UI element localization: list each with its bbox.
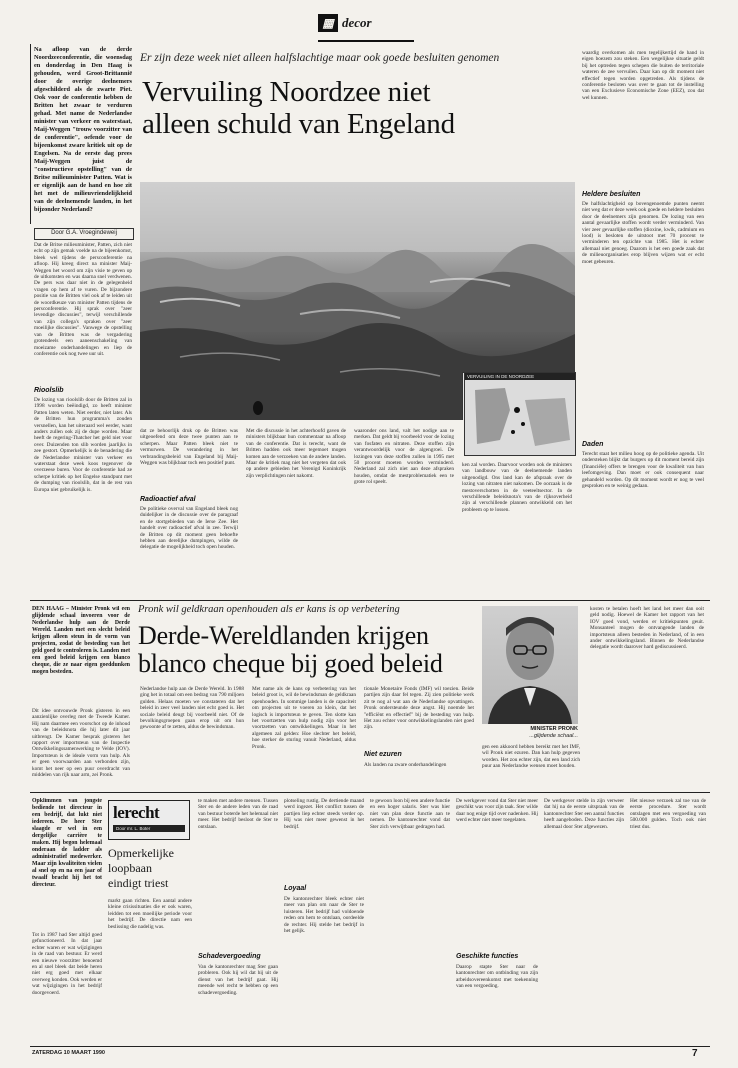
article-3-col2: markt gaan richten. Een aantal andere kleine crisissituaties die er ook waren, leidden tot een moeilijke periode voor het bedrijf. De directie nam een beslissing die nadelig was.	[108, 898, 192, 930]
article-3-col4b: De kantonrechter bleek echter niet meer van plan om naar de Ster te luisteren. Het bedrijf had voldoende reden om hem te ontslaan, oordeelde de rechter. Hij stelde het bedrijf in het gelijk.	[284, 896, 364, 935]
column-byline: Door mr. L. Boter	[113, 825, 185, 832]
article-2-intro: DEN HAAG – Minister Pronk wil een glijdende schaal invoeren voor de Nederlandse hulp aan de Derde Wereld. Landen met een slecht beleid krijgen alleen steun in de vorm van projecten, zodat de besteding van het geld goed te controleren is. Landen met een goed beleid krijgen een blanco cheque, die ze naar eigen goeddunken mogen besteden.	[32, 606, 130, 675]
headline-line-1: Opmerkelijke	[108, 846, 174, 860]
logo-mark-icon: ▦	[318, 14, 338, 32]
article-3-col6: De werkgever vond dat Ster niet meer geschikt was voor zijn taak. Ster wilde daar nog enige tijd over nadenken. Hij werd echter niet meer toegelaten.	[456, 798, 538, 824]
article-3-col3b: Van de kantonrechter mag Ster gaan probleren. Ook hij wil dat hij uit de dienst van het bedrijf gaat. Hij meende wel recht te hebben op een schadevergoeding.	[198, 964, 278, 996]
article-2-sub-ezuren: Niet ezuren	[364, 751, 402, 758]
article-1-col4: waaronder ons land, valt het nodige aan te merken. Dat geldt bij voorbeeld voor de lozing van fosfaten en nitraten. Deze stoffen zijn verantwoordelijk voor de algengroei. De lozingen van deze stoffen zullen in 1995 met 50 procent moeten worden verminderd. Nederland zal zich niet aan deze afspraken houden, omdat de mestproblematiek een te grote rol speelt.	[354, 428, 454, 486]
article-3-col6b: Daarop stapte Ster naar de kantonrechter om ontbinding van zijn arbeidsovereenkomst met toekenning van een vergoeding.	[456, 964, 538, 990]
article-1-col3: Met die discussie in het achterhoofd gaven de ministers blijkbaar hun commentaar na afloop van de conferentie. Dat is terecht, want de Britten hadden ook meer tegemoet mogen komen aan de verzoeken van de andere landen. Maar de kritiek mag niet het vergeten dat ook op andere gebieden het Verenigd Koninkrijk zijn verplichtingen niet nakomt.	[246, 428, 346, 479]
article-1-col5: ken zal worden. Daarvoor worden ook de ministers van landbouw van de deelnemende landen uitgenodigd. Ons land kan de afspraak over de lozing van nitraten niet nakomen. De oorzaak is de mestoverschotten in de veeteeltsector. In de verschillende beleidsnota's van de rijksoverheid zijn al verschillende plannen ontwikkeld om het probleem op te lossen.	[462, 462, 572, 513]
column-logo-box	[108, 800, 190, 840]
article-1-sub-heldere: Heldere besluiten	[582, 191, 641, 198]
article-1-col1: Dat de Britse milieuminister, Patten, zich niet echt op zijn gemak voelde na de bijeenkomst, bleek wel tijdens de persconferentie na afloop. Hij kreeg direct na minister Maij-Weggen het woord om zijn visie te geven op de uitkomsten en was daarna snel verdwenen. De pers was daar niet in de gelegenheid vragen op hem af te vuren. De bijzondere positie van de Britten viel ook af te leiden uit de woordkeuze van minister Patten tijdens de persconferentie. Hij sprak over "zeer levendige discussies", terwijl verschillende van zijn collega's spraken over "zeer moeilijke discussies". Vanwege de opstelling van de Britten was de vergadering grotendeels een aaneenschakeling van moeizame onderhandelingen en liep de conferentie ook nog twee uur uit.	[34, 242, 132, 357]
headline-line-2: blanco cheque bij goed beleid	[138, 649, 443, 678]
logo-text: decor	[342, 15, 372, 30]
article-2-col2: Nederlandse hulp aan de Derde Wereld. In 1988 ging het in totaal om een bedrag van 790 miljoen gulden. Helaas moeten we constateren dat het beleid in zeer veel landen niet echt goed is. Het sociale beleid deugt bij voorbeeld niet. Of de bevolkingsgroepen gaan erop uit om hun gewoonte af te zetten, aldus de bewindsman.	[140, 686, 244, 731]
headline-line-3: eindigt triest	[108, 876, 169, 890]
article-1-col6b: De halfslachtigheid op bovengenoemde punten neemt niet weg dat er deze week ook goede en heldere besluiten door de deelnemers zijn genomen. De lozing van een aantal gevaarlijke stoffen wordt verder verminderd. Van vier zeer gevaarlijke stoffen (dioxine, kwik, cadmium en lood) is besloten de uitstoot met 70 procent te verminderen ten opzichte van 1985. Het is echter allemaal niet genoeg. Daarom is het een goede zaak dat de milieuorganisaties erop blijven wijzen wat er echt moet gebeuren.	[582, 201, 704, 265]
article-3-headline	[108, 846, 192, 891]
headline-line-2: alleen schuld van Engeland	[142, 108, 455, 140]
column-logo: lerecht	[113, 803, 160, 822]
article-3-col4: plotseling rustig. De dertiende maand werd ingezet. Het conflict tussen de partijen liep echter steeds verder op. Hij was niet meer gewenst in het bedrijf.	[284, 798, 364, 830]
footer-date: ZATERDAG 10 MAART 1990	[32, 1050, 105, 1056]
article-1-col2b: De politieke overval van Engeland bleek nog duidelijker in de discussie over de paragraaf en de stortgebieden van de Ierse Zee. Het handelt over radioactief afval in zee. Terwijl de Britten op dit moment geen behoefte hebben aan derelijke dumpingen, wilde de delegatie de mogelijkheid toch open houden.	[140, 506, 238, 551]
caption-quote: ...glijdende schaal...	[529, 733, 578, 739]
portrait-graphic	[482, 606, 578, 724]
article-2-col6: kosten te betalen hoeft het land het meer dan ooit geld nodig. Hoewel de Kamer het rapport van het IOV goed vond, werden er kritiekpunten geuit. Monsanteel mogen de ontvangende landen de importsteun alleen besteden in Nederland, of in een ander ontwikkelingsland. Binnen de Nederlandse delegatie wordt daarover hard gediscussieerd.	[590, 606, 704, 651]
article-1-headline	[142, 76, 582, 140]
north-sea-map-graphic	[465, 380, 575, 452]
article-2-kicker: Pronk wil geldkraan openhouden als er kans is op verbetering	[138, 604, 400, 615]
caption-name: MINISTER PRONK	[530, 726, 578, 732]
headline-line-1: Vervuiling Noordzee niet	[142, 76, 431, 108]
headline-line-1: Derde-Wereldlanden krijgen	[138, 621, 429, 650]
pronk-caption	[482, 726, 578, 740]
article-2-col4b: Als landen na zware onderhandelingen	[364, 762, 447, 768]
intro-left-rule	[30, 44, 31, 224]
article-1-col1b: De lozing van rioolslib door de Britten zal in 1998 worden beëindigd, zo heeft minister Patten laten weten. Niet eerder, niet later. Als de Britten hun programma's zouden versnellen, kan het uiteraard wel eerder, want anders zullen ook zij de dupe worden. Maar heeft de regering-Thatcher het geld niet voor over. Duizenden ton slib worden jaarlijks in zee gestort. Opmerkelijk is de benadering die de Nederlandse minister van verkeer en waterstaat deze week koos tegenover de overzeese buren. Voor de conferentie had ze scherpe kritiek op het Engelse standpunt met de dumping van rioolslib, dat in de rest van Europa niet gebruikelijk is.	[34, 397, 132, 493]
article-2-col4: tionale Monetaire Fonds (IMF) wil toezien. Beide partijen zijn daar fel tegen. Zij zien politieke werk zit te nog al wat aan de Nederlandse opvattingen. Pronk ondersteunde deze angst. Hij noemde het "efficiënt en effectief" bij de besteding van hulp. Het zou echter voor ontwikkelingslanden niet goed zijn.	[364, 686, 474, 731]
article-3-sub-schadevergoeding: Schadevergoeding	[198, 953, 261, 960]
section-divider-2	[30, 792, 710, 793]
article-1-sub-daden: Daden	[582, 441, 604, 448]
article-2-col1: Dit idee ontvouwde Pronk gisteren in een aanzienlijke overleg met de Tweede Kamer. Hij nam daarmee een voorschot op de inhoud van de beleidsnota die hij later dit jaar uitbrengt. De Kamer besprak gisteren het rapport over importsteun van de Inspectie Ontwikkelingssamenwerking te Velde (IOV). Importsteun is de ideale vorm van hulp. Als er geen voorwaarden aan verbonden zijn, komt het neer op een puur overdracht van middelen van rijk naar arm, zei Pronk.	[32, 708, 130, 779]
article-1-byline: Door G.A. Vroegindeweij	[34, 228, 134, 240]
article-3-sub-loyaal: Loyaal	[284, 885, 307, 892]
article-1-col6: waardig overkomen als men tegelijkertijd de hand in eigen boezem zou steken. Een wegelijkse situatie geldt bij het optreden tegen schepen die buiten de territoriale wateren de zee vervuilen. Daar kan op dit moment niet effectief tegen worden opgetreden. Als tijdens de conferentie besloten was over te gaan tot de instelling van een Exclusieve Economische Zone (EEZ), zou dat wel kunnen.	[582, 50, 704, 101]
article-3-col5: te gewoon loon bij een andere functie en een hoger salaris. Ster was hier niet van plan deze functie aan te nemen. De kantonrechter vond dat Ster zich verwijtbaar gedragen had.	[370, 798, 450, 830]
page-number: 7	[692, 1048, 698, 1059]
article-2	[0, 600, 738, 790]
article-3-col3: te maken met andere mensen. Tussen Ster en de andere leden van de raad van bestuur boterde het helemaal niet meer. Het bedrijf besloot de Ster te ontslaan.	[198, 798, 278, 830]
article-3-col8: Het nieuwe verzoek zal toe van de eerste procedure. Ster wordt ontslagen met een vergoeding van 500.000 gulden. Toch ook niet triest dus.	[630, 798, 706, 830]
article-2-col5: gen een akkoord hebben bereikt met het IMF, wil Pronk niet ezuren. Dan kan hulp gegeven worden. Het zou echter zijn, dat een land zich puur aan Nederlandse wensen moet houden.	[482, 744, 580, 770]
pronk-portrait	[482, 606, 578, 724]
article-3-sub-geschikte: Geschikte functies	[456, 953, 519, 960]
article-3-intro: Opklimmen van jongste bediende tot directeur in een bedrijf, dat lukt niet iedereen. De heer Ster slaagde er wel in een dergelijke carrière te maken. Hij begon helemaal onderaan de ladder als administratief medewerker. Maar zijn kwaliteiten vielen al snel op en na een jaar of twaalf bracht hij het tot directeur.	[32, 798, 102, 888]
article-3-col1: Tot in 1987 had Ster altijd goed gefunctioneerd. In dat jaar echter waren er wat wijzigingen in de raad van bestuur. Er werd een nieuwe voorzitter benoemd en al snel bleek dat beide heren niet erg goed met elkaar overweg konden. Ook werden er wat wijzigingen in het bedrijf doorgevoerd.	[32, 932, 102, 996]
article-2-col3: Met name als de kans op verbetering van het beleid groot is, wil de bewindsman de geldkraan openhouden. In sommige landen is de capaciteit om projecten uit te voeren zo klein, dat het logisch is importsteun te geven. Ten slotte kan het voortzetten van hulp nodig zijn voor het voortzetten van ontwikkelingen. Maar in het algemeen zal gelden: Hoe slechter het beleid, hoe sterker de sturing vanuit Nederland, aldus Pronk.	[252, 686, 356, 750]
inset-map-caption: VERVUILING IN DE NOORDZEE	[465, 373, 575, 380]
article-3-col7: De werkgever stelde in zijn verweer dat hij na de eerste uitspraak van de kantonrechter Ster een aantal functies heeft aangeboden. Deze functies zijn allemaal door Ster afgewezen.	[544, 798, 624, 830]
article-1-sub-rioolslib: Rioolslib	[34, 387, 64, 394]
article-1-intro: Na afloop van de derde Noordzeeconferentie, die woensdag en donderdag in Den Haag is gehouden, werd Groot-Brittannië door de overige deelnemers afgeschilderd als de zwarte Piet. Ook voor de conferentie hebben de Britten het zwaar te verduren gehad. Met name de Nederlandse minister van verkeer en waterstaat, Maij-Weggen "trouw voorzitter van de conferentie", oefende voor de bijeenkomst zware kritiek uit op de Engelsen. Na de eerste dag prees Maij-Weggen juist de "constructieve opstelling" van de Britse milieuminister Patten. Wat is er eigenlijk aan de hand en hoe zit het met de milieuvriendelijkheid van de deelnemende landen, in het bijzonder Nederland?	[34, 46, 132, 213]
article-1-col6c: Terecht staat het milieu hoog op de politieke agenda. Uit ondersteken blijkt dat burgers op dit moment bereid zijn (financiële) offers te brengen voor de kwaliteit van hun leefomgeving. Dan moet er ook consequent naar gehandeld worden. Op dit moment wordt er nog te veel gesproken en te weinig gedaan.	[582, 451, 704, 490]
inset-map-panel	[464, 372, 576, 456]
footer-rule	[30, 1046, 710, 1047]
article-1-kicker: Er zijn deze week niet alleen halfslachtige maar ook goede besluiten genomen	[140, 52, 500, 64]
article-1-col2: dat ze behoorlijk druk op de Britten was uitgeoefend om deze twee punten aan te scherpen. Maar Patten bleek niet te vermurwen. De verandering in het verbrandingsbeleid van Engeland bij Maij-Weggen was blijkbaar toch een positief punt.	[140, 428, 238, 467]
article-2-headline	[138, 622, 478, 678]
headline-line-2: loopbaan	[108, 861, 152, 875]
article-1-sub-radioactief: Radioactief afval	[140, 496, 196, 503]
article-3	[0, 794, 738, 1044]
